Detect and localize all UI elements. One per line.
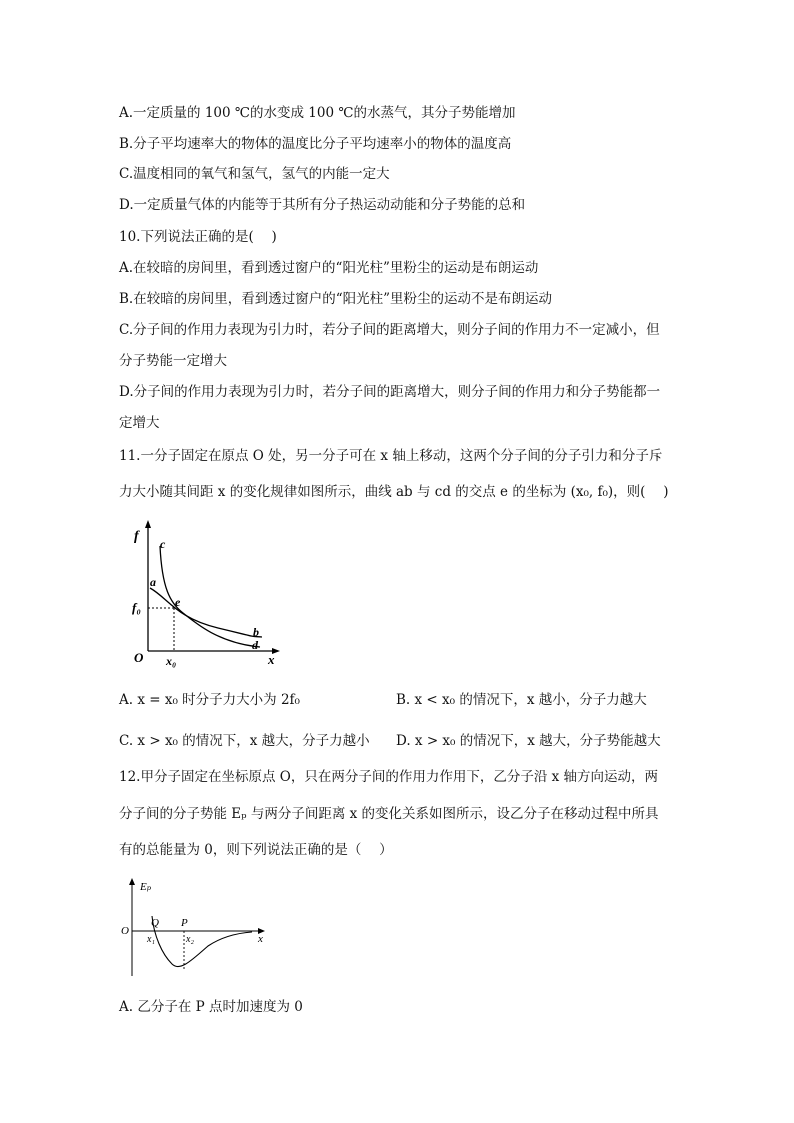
q10-option-c-line1: C.分子间的作用力表现为引力时，若分子间的距离增大，则分子间的作用力不一定减小，但	[119, 322, 660, 338]
q12-potential-graph	[118, 876, 278, 981]
q9-option-d: D.一定质量气体的内能等于其所有分子热运动动能和分子势能的总和	[119, 197, 526, 213]
origin-label: O	[121, 925, 129, 937]
q10-option-a: A.在较暗的房间里，看到透过窗户的“阳光柱”里粉尘的运动是布朗运动	[119, 260, 539, 276]
y-axis-arrow	[129, 878, 135, 885]
f-axis-label: f	[134, 529, 139, 544]
q11-option-c: C. x > x₀ 的情况下，x 越大，分子力越小	[119, 733, 370, 749]
q10-option-d-line2: 定增大	[119, 415, 160, 431]
q12-stem-line2: 分子间的分子势能 Eₚ 与两分子间距离 x 的变化关系如图所示，设乙分子在移动过程中所具	[119, 806, 659, 822]
potential-curve	[152, 916, 252, 967]
q11-stem-line2: 力大小随其间距 x 的变化规律如图所示，曲线 ab 与 cd 的交点 e 的坐标为 (x₀, f₀)，则( )	[119, 484, 669, 500]
q10-option-c-line2: 分子势能一定增大	[119, 353, 227, 369]
label-d: d	[252, 638, 258, 652]
label-x2: x₂	[186, 934, 194, 945]
label-p: P	[181, 917, 188, 929]
q12-option-a: A. 乙分子在 P 点时加速度为 0	[119, 999, 303, 1015]
label-e: e	[175, 595, 181, 609]
origin-label: O	[134, 650, 144, 665]
q10-stem: 10.下列说法正确的是( )	[119, 229, 277, 245]
q9-option-c: C.温度相同的氧气和氢气，氢气的内能一定大	[119, 166, 390, 182]
q11-force-graph	[128, 518, 288, 668]
q11-option-a: A. x = x₀ 时分子力大小为 2f₀	[119, 692, 300, 708]
q10-option-b: B.在较暗的房间里，看到透过窗户的“阳光柱”里粉尘的运动不是布朗运动	[119, 291, 553, 307]
q11-option-b: B. x < x₀ 的情况下，x 越小，分子力越大	[396, 692, 647, 708]
q12-stem-line1: 12.甲分子固定在坐标原点 O，只在两分子间的作用力作用下，乙分子沿 x 轴方向运动，两	[119, 769, 659, 785]
q9-option-b: B.分子平均速率大的物体的温度比分子平均速率小的物体的温度高	[119, 136, 512, 152]
y-axis-arrow	[145, 520, 151, 528]
q12-stem-line3: 有的总能量为 0，则下列说法正确的是（ ）	[119, 842, 393, 858]
q11-option-d: D. x > x₀ 的情况下，x 越大，分子势能越大	[396, 733, 661, 749]
q10-option-d-line1: D.分子间的作用力表现为引力时，若分子间的距离增大，则分子间的作用力和分子势能都一	[119, 384, 661, 400]
label-x0: x₀	[166, 654, 177, 668]
label-b: b	[253, 625, 259, 639]
label-c: c	[160, 537, 166, 551]
label-a: a	[150, 575, 156, 589]
x-axis-label: x	[268, 652, 275, 667]
ep-axis-label: Eₚ	[140, 881, 152, 893]
label-x1: x₁	[147, 934, 155, 945]
x-axis-label: x	[258, 933, 263, 945]
label-f0: f₀	[132, 600, 141, 615]
q9-option-a: A.一定质量的 100 ℃的水变成 100 ℃的水蒸气，其分子势能增加	[119, 105, 516, 121]
q11-stem-line1: 11.一分子固定在原点 O 处，另一分子可在 x 轴上移动，这两个分子间的分子引力和分子斥	[119, 448, 663, 464]
label-q: Q	[151, 917, 159, 929]
